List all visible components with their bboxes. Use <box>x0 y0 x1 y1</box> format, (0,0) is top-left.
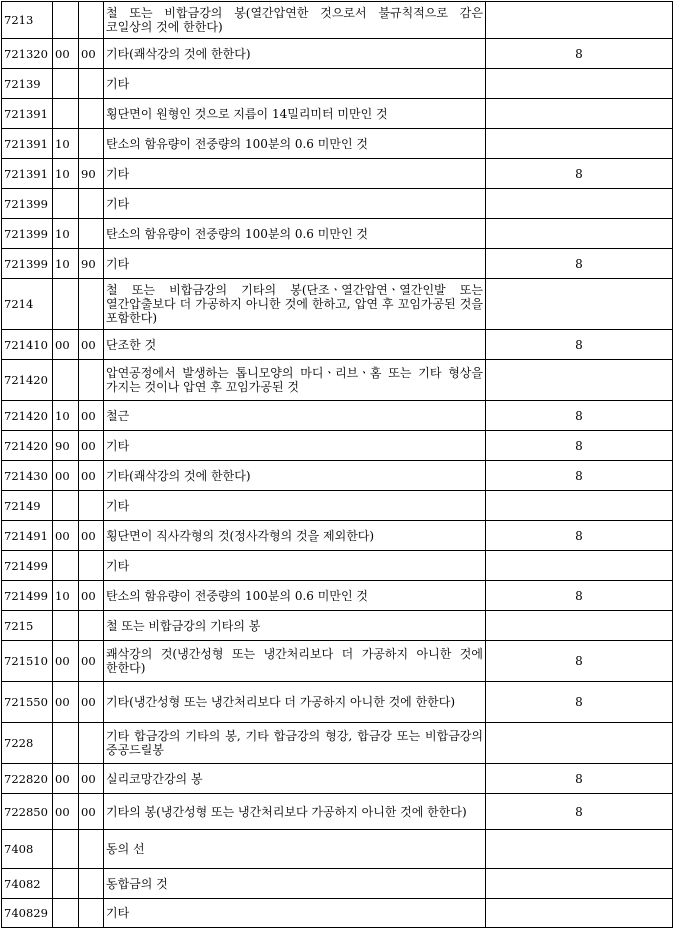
rate-cell: 8 <box>486 249 673 279</box>
sub-code-cell <box>53 69 79 99</box>
description-cell: 쾌삭강의 것(냉간성형 또는 냉간처리보다 더 가공하지 아니한 것에 한한다) <box>104 641 486 682</box>
rate-cell <box>486 723 673 764</box>
description-cell: 탄소의 함유량이 전중량의 100분의 0.6 미만인 것 <box>104 581 486 611</box>
description-cell: 기타 합금강의 기타의 봉, 기타 합금강의 형강, 합금강 또는 비합금강의 중공드릴봉 <box>104 723 486 764</box>
description-cell: 압연공정에서 발생하는 톱니모양의 마디ㆍ리브ㆍ홈 또는 기타 형상을 가지는 것이나 압연 후 꼬임가공된 것 <box>104 360 486 401</box>
stat-code-cell: 00 <box>79 641 104 682</box>
description-cell: 단조한 것 <box>104 330 486 360</box>
table-row <box>2 159 673 189</box>
hs-code-cell: 7213 <box>2 2 53 39</box>
stat-code-cell <box>79 129 104 159</box>
description-cell: 기타 <box>104 491 486 521</box>
stat-code-cell: 00 <box>79 764 104 794</box>
stat-code-cell <box>79 899 104 928</box>
rate-cell: 8 <box>486 431 673 461</box>
rate-cell <box>486 551 673 581</box>
rate-cell: 8 <box>486 794 673 830</box>
sub-code-cell: 00 <box>53 764 79 794</box>
stat-code-cell <box>79 279 104 330</box>
tariff-table-body <box>2 2 673 928</box>
description-cell: 기타 <box>104 431 486 461</box>
table-row <box>2 869 673 899</box>
rate-cell <box>486 189 673 219</box>
table-row <box>2 401 673 431</box>
table-row <box>2 2 673 39</box>
description-cell: 실리코망간강의 봉 <box>104 764 486 794</box>
hs-code-cell: 721499 <box>2 551 53 581</box>
sub-code-cell: 10 <box>53 249 79 279</box>
sub-code-cell: 00 <box>53 461 79 491</box>
sub-code-cell <box>53 279 79 330</box>
sub-code-cell <box>53 899 79 928</box>
stat-code-cell <box>79 189 104 219</box>
hs-code-cell: 721399 <box>2 249 53 279</box>
description-cell: 철 또는 비합금강의 기타의 봉(단조ㆍ열간압연ㆍ열간인발 또는 열간압출보다 더 가공하지 아니한 것에 한하고, 압연 후 꼬임가공된 것을 포함한다) <box>104 279 486 330</box>
rate-cell <box>486 491 673 521</box>
hs-code-cell: 7214 <box>2 279 53 330</box>
table-row <box>2 249 673 279</box>
table-row <box>2 39 673 69</box>
table-row <box>2 189 673 219</box>
hs-code-cell: 721391 <box>2 159 53 189</box>
hs-code-cell: 72139 <box>2 69 53 99</box>
table-row <box>2 581 673 611</box>
sub-code-cell: 10 <box>53 159 79 189</box>
rate-cell <box>486 360 673 401</box>
sub-code-cell: 00 <box>53 682 79 723</box>
table-row <box>2 899 673 928</box>
table-row <box>2 461 673 491</box>
stat-code-cell <box>79 830 104 869</box>
rate-cell: 8 <box>486 682 673 723</box>
rate-cell: 8 <box>486 401 673 431</box>
hs-code-cell: 721499 <box>2 581 53 611</box>
hs-code-cell: 721491 <box>2 521 53 551</box>
stat-code-cell: 00 <box>79 581 104 611</box>
table-row <box>2 764 673 794</box>
stat-code-cell <box>79 551 104 581</box>
sub-code-cell <box>53 2 79 39</box>
hs-code-cell: 721420 <box>2 360 53 401</box>
table-row <box>2 641 673 682</box>
stat-code-cell: 00 <box>79 330 104 360</box>
table-row <box>2 69 673 99</box>
hs-code-cell: 722820 <box>2 764 53 794</box>
rate-cell <box>486 219 673 249</box>
stat-code-cell: 00 <box>79 401 104 431</box>
description-cell: 횡단면이 직사각형의 것(정사각형의 것을 제외한다) <box>104 521 486 551</box>
description-cell: 탄소의 함유량이 전중량의 100분의 0.6 미만인 것 <box>104 219 486 249</box>
hs-code-cell: 721320 <box>2 39 53 69</box>
description-cell: 기타 <box>104 249 486 279</box>
sub-code-cell <box>53 99 79 129</box>
table-row <box>2 521 673 551</box>
description-cell: 기타 <box>104 159 486 189</box>
sub-code-cell: 00 <box>53 641 79 682</box>
hs-code-cell: 7228 <box>2 723 53 764</box>
rate-cell <box>486 69 673 99</box>
hs-code-cell: 721550 <box>2 682 53 723</box>
table-row <box>2 330 673 360</box>
description-cell: 철근 <box>104 401 486 431</box>
stat-code-cell: 00 <box>79 431 104 461</box>
description-cell: 기타 <box>104 69 486 99</box>
stat-code-cell: 00 <box>79 39 104 69</box>
sub-code-cell <box>53 360 79 401</box>
hs-code-cell: 721430 <box>2 461 53 491</box>
hs-code-cell: 721399 <box>2 189 53 219</box>
stat-code-cell: 00 <box>79 794 104 830</box>
stat-code-cell <box>79 491 104 521</box>
table-row <box>2 794 673 830</box>
hs-code-cell: 721391 <box>2 129 53 159</box>
hs-code-cell: 721410 <box>2 330 53 360</box>
hs-code-cell: 721420 <box>2 431 53 461</box>
sub-code-cell <box>53 723 79 764</box>
description-cell: 탄소의 함유량이 전중량의 100분의 0.6 미만인 것 <box>104 129 486 159</box>
stat-code-cell <box>79 219 104 249</box>
sub-code-cell: 10 <box>53 129 79 159</box>
rate-cell: 8 <box>486 461 673 491</box>
rate-cell: 8 <box>486 581 673 611</box>
table-row <box>2 279 673 330</box>
table-row <box>2 360 673 401</box>
description-cell: 기타 <box>104 899 486 928</box>
description-cell: 기타(쾌삭강의 것에 한한다) <box>104 461 486 491</box>
rate-cell: 8 <box>486 521 673 551</box>
description-cell: 동의 선 <box>104 830 486 869</box>
description-cell: 횡단면이 원형인 것으로 지름이 14밀리미터 미만인 것 <box>104 99 486 129</box>
hs-code-cell: 7408 <box>2 830 53 869</box>
stat-code-cell: 00 <box>79 461 104 491</box>
table-row <box>2 129 673 159</box>
rate-cell: 8 <box>486 764 673 794</box>
table-row <box>2 723 673 764</box>
sub-code-cell <box>53 551 79 581</box>
description-cell: 기타의 봉(냉간성형 또는 냉간처리보다 가공하지 아니한 것에 한한다) <box>104 794 486 830</box>
sub-code-cell: 00 <box>53 521 79 551</box>
rate-cell <box>486 2 673 39</box>
table-row <box>2 99 673 129</box>
hs-code-cell: 721399 <box>2 219 53 249</box>
table-row <box>2 611 673 641</box>
rate-cell: 8 <box>486 39 673 69</box>
hs-code-cell: 721391 <box>2 99 53 129</box>
description-cell: 철 또는 비합금강의 봉(열간압연한 것으로서 불규칙적으로 감은 코일상의 것에 한한다) <box>104 2 486 39</box>
stat-code-cell <box>79 99 104 129</box>
table-row <box>2 431 673 461</box>
hs-code-cell: 72149 <box>2 491 53 521</box>
stat-code-cell: 90 <box>79 159 104 189</box>
sub-code-cell <box>53 491 79 521</box>
hs-code-cell: 721420 <box>2 401 53 431</box>
sub-code-cell <box>53 611 79 641</box>
stat-code-cell <box>79 611 104 641</box>
stat-code-cell <box>79 723 104 764</box>
stat-code-cell: 90 <box>79 249 104 279</box>
rate-cell: 8 <box>486 641 673 682</box>
table-row <box>2 551 673 581</box>
table-row <box>2 830 673 869</box>
sub-code-cell: 00 <box>53 794 79 830</box>
description-cell: 기타(쾌삭강의 것에 한한다) <box>104 39 486 69</box>
sub-code-cell <box>53 869 79 899</box>
sub-code-cell: 90 <box>53 431 79 461</box>
stat-code-cell <box>79 2 104 39</box>
rate-cell <box>486 899 673 928</box>
description-cell: 기타 <box>104 551 486 581</box>
hs-code-cell: 721510 <box>2 641 53 682</box>
stat-code-cell <box>79 69 104 99</box>
sub-code-cell: 00 <box>53 330 79 360</box>
rate-cell: 8 <box>486 159 673 189</box>
hs-code-cell: 7215 <box>2 611 53 641</box>
stat-code-cell: 00 <box>79 682 104 723</box>
rate-cell <box>486 129 673 159</box>
hs-code-cell: 722850 <box>2 794 53 830</box>
sub-code-cell: 10 <box>53 401 79 431</box>
stat-code-cell <box>79 869 104 899</box>
sub-code-cell <box>53 830 79 869</box>
sub-code-cell: 10 <box>53 581 79 611</box>
stat-code-cell: 00 <box>79 521 104 551</box>
stat-code-cell <box>79 360 104 401</box>
description-cell: 동합금의 것 <box>104 869 486 899</box>
sub-code-cell <box>53 189 79 219</box>
rate-cell <box>486 279 673 330</box>
rate-cell <box>486 99 673 129</box>
description-cell: 기타 <box>104 189 486 219</box>
rate-cell: 8 <box>486 330 673 360</box>
table-row <box>2 682 673 723</box>
tariff-table <box>1 1 673 928</box>
description-cell: 기타(냉간성형 또는 냉간처리보다 더 가공하지 아니한 것에 한한다) <box>104 682 486 723</box>
rate-cell <box>486 869 673 899</box>
table-row <box>2 219 673 249</box>
hs-code-cell: 74082 <box>2 869 53 899</box>
description-cell: 철 또는 비합금강의 기타의 봉 <box>104 611 486 641</box>
table-row <box>2 491 673 521</box>
sub-code-cell: 00 <box>53 39 79 69</box>
rate-cell <box>486 611 673 641</box>
hs-code-cell: 740829 <box>2 899 53 928</box>
rate-cell <box>486 830 673 869</box>
sub-code-cell: 10 <box>53 219 79 249</box>
